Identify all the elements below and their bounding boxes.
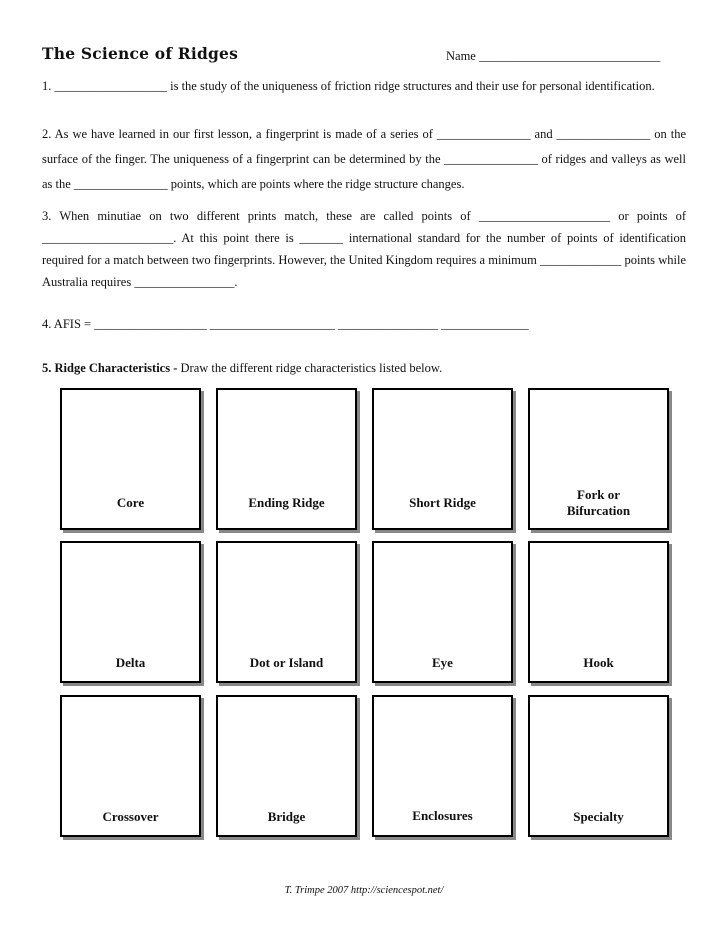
- question-2: 2. As we have learned in our first lesson, a fingerprint is made of a series of _______________ and _______________ on the surface of the finger. The uniqueness of a fingerprint can be determined by the _______________ of ridges and valleys as well as the _______________ points, which are points where the ridge structure changes.: [42, 127, 690, 191]
- drawing-box-short-ridge[interactable]: [372, 388, 513, 530]
- question-5: [42, 357, 686, 380]
- box-label: Delta: [115, 655, 146, 670]
- drawing-box-eye[interactable]: [372, 541, 513, 683]
- footer-credit: T. Trimpe 2007 http://sciencespot.net/: [284, 885, 444, 896]
- box-label: Ending Ridge: [248, 495, 325, 510]
- box-label: Bridge: [267, 809, 306, 824]
- box-label: Enclosures: [412, 808, 473, 823]
- drawing-box-bridge[interactable]: [216, 695, 357, 837]
- box-label: Fork or Bifurcation: [566, 487, 631, 518]
- drawing-box-enclosures[interactable]: [372, 695, 513, 837]
- drawing-box-delta[interactable]: [60, 541, 201, 683]
- box-label: Hook: [583, 655, 614, 670]
- drawing-box-hook[interactable]: [528, 541, 669, 683]
- drawing-box-ending-ridge[interactable]: [216, 388, 357, 530]
- question-5-text: Draw the different ridge characteristics listed below.: [177, 361, 443, 375]
- question-3: 3. When minutiae on two different prints match, these are called points of _____________________ or points of _____________________. At this point there is _______ international standard for the number of points of identification required for a match between two fingerprints. However, the United Kingdom requires a minimum _____________ points while Australia requires ________________.: [42, 209, 690, 289]
- question-4: 4. AFIS = __________________ ____________________ ________________ ______________: [42, 317, 529, 331]
- name-field[interactable]: Name _____________________________: [446, 49, 661, 63]
- drawing-box-dot-or-island[interactable]: [216, 541, 357, 683]
- drawing-box-crossover[interactable]: [60, 695, 201, 837]
- drawing-box-fork-or-bifurcation[interactable]: [528, 388, 669, 530]
- box-label: Dot or Island: [249, 655, 324, 670]
- box-label: Crossover: [102, 809, 159, 824]
- box-label: Short Ridge: [409, 495, 476, 510]
- drawing-box-specialty[interactable]: [528, 695, 669, 837]
- worksheet-title: The Science of Ridges: [42, 44, 239, 63]
- question-5-label: 5. Ridge Characteristics -: [42, 361, 178, 375]
- box-label: Specialty: [573, 809, 624, 824]
- question-1: 1. __________________ is the study of the uniqueness of friction ridge structures and their use for personal identification.: [42, 79, 655, 93]
- box-label: Eye: [432, 655, 453, 670]
- drawing-box-core[interactable]: [60, 388, 201, 530]
- box-label: Core: [116, 495, 145, 510]
